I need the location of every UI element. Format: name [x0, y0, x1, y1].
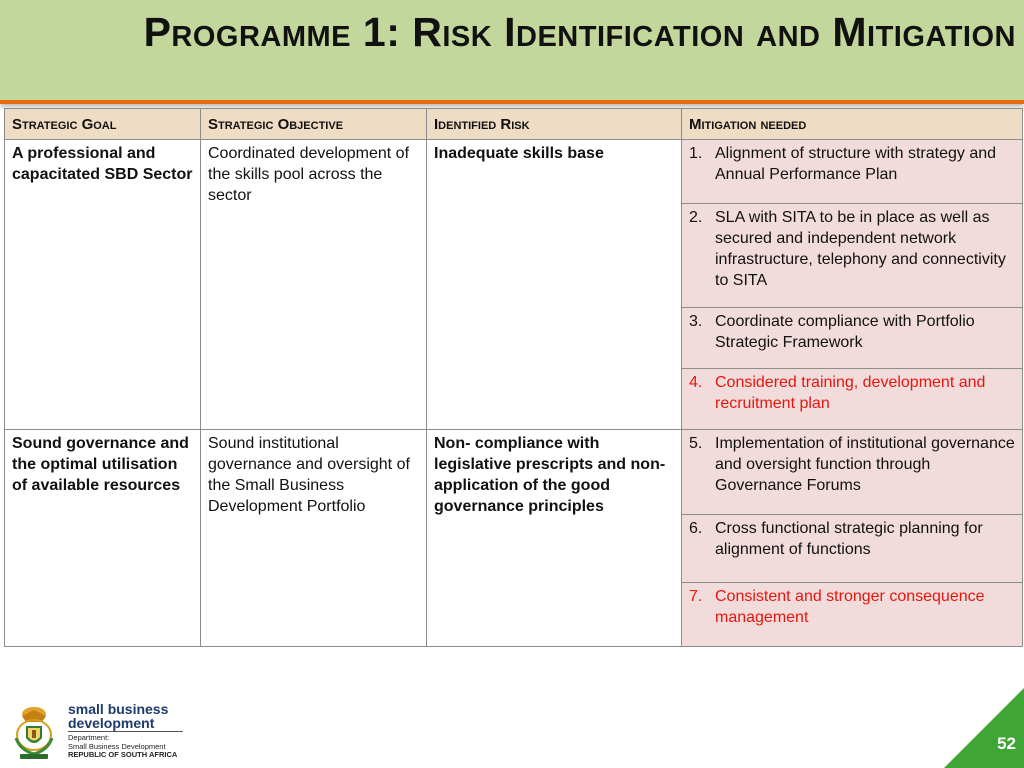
brand-name: small business development: [68, 701, 169, 731]
risk-cell: Inadequate skills base: [427, 140, 682, 430]
mitigation-cell: [682, 369, 1023, 430]
divider: [68, 731, 183, 732]
header-mitigation-needed: Mitigation needed: [682, 109, 1023, 140]
header-strategic-goal: Strategic Goal: [5, 109, 201, 140]
objective-cell: Coordinated development of the skills pool across the sector: [201, 140, 427, 430]
mitigation-text: Consistent and stronger consequence management: [715, 588, 985, 626]
goal-cell: A professional and capacitated SBD Sector: [5, 140, 201, 430]
mitigation-number: 4.: [689, 374, 703, 391]
mitigation-text: SLA with SITA to be in place as well as secured and independent network infrastructure, telephony and connectivity to SITA: [715, 209, 1006, 289]
mitigation-number: 1.: [689, 145, 703, 162]
mitigation-number: 6.: [689, 520, 703, 537]
mitigation-text: Considered training, development and recruitment plan: [715, 374, 986, 412]
department-logo: [10, 702, 200, 764]
table-row: [5, 430, 1023, 515]
mitigation-text: Cross functional strategic planning for alignment of functions: [715, 520, 983, 558]
mitigation-cell: [682, 308, 1023, 369]
corner-decoration: [944, 688, 1024, 768]
header-strategic-objective: Strategic Objective: [201, 109, 427, 140]
title-bar: [0, 0, 1024, 104]
goal-cell: Sound governance and the optimal utilisation of available resources: [5, 430, 201, 647]
page-number: 52: [997, 734, 1016, 753]
header-identified-risk: Identified Risk: [427, 109, 682, 140]
mitigation-number: 3.: [689, 313, 703, 330]
mitigation-cell: [682, 515, 1023, 583]
department-text: Department: Small Business Development REPUBLIC OF SOUTH AFRICA: [68, 733, 178, 759]
mitigation-cell: [682, 430, 1023, 515]
mitigation-cell: [682, 583, 1023, 647]
mitigation-text: Implementation of institutional governance and oversight function through Governance Forums: [715, 435, 1015, 494]
mitigation-text: Alignment of structure with strategy and Annual Performance Plan: [715, 145, 997, 183]
slide-title: Programme 1: Risk Identification and Mitigation: [143, 9, 1016, 55]
mitigation-number: 5.: [689, 435, 703, 452]
objective-cell: Sound institutional governance and oversight of the Small Business Development Portfolio: [201, 430, 427, 647]
mitigation-number: 7.: [689, 588, 703, 605]
table-row: [5, 140, 1023, 204]
coat-of-arms-icon: [12, 704, 56, 762]
risk-table: [4, 108, 1023, 647]
mitigation-cell: [682, 140, 1023, 204]
risk-cell: Non- compliance with legislative prescripts and non-application of the good governance principles: [427, 430, 682, 647]
table-header-row: [5, 109, 1023, 140]
mitigation-number: 2.: [689, 209, 703, 226]
mitigation-text: Coordinate compliance with Portfolio Strategic Framework: [715, 313, 975, 351]
mitigation-cell: [682, 204, 1023, 308]
